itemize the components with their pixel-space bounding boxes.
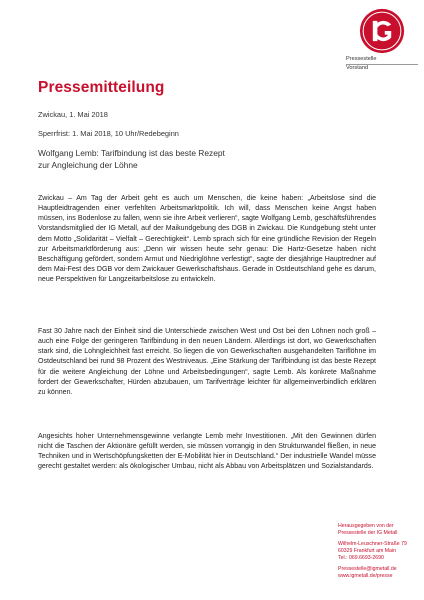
logo-caption-pressestelle: Pressestelle	[346, 56, 377, 62]
footer-phone: Tel.: 069.6693-2690	[338, 555, 384, 561]
article-title	[38, 147, 368, 171]
footer-line-2: Pressestelle der IG Metall	[338, 530, 398, 536]
page-title: Pressemitteilung	[38, 79, 165, 96]
place-date: Zwickau, 1. Mai 2018	[38, 110, 108, 119]
footer-address-street: Wilhelm-Leuschner-Straße 79	[338, 541, 407, 547]
footer-email-link[interactable]: Pressestelle@igmetall.de	[338, 566, 397, 572]
footer-line-1: Herausgegeben von der	[338, 523, 394, 529]
logo-caption	[346, 56, 418, 73]
logo-caption-vorstand: Vorstand	[346, 65, 369, 72]
body-paragraph-1: Zwickau – Am Tag der Arbeit geht es auch um Menschen, die keine haben: „Arbeitslose sind die Hauptleidtragenden einer verfehlten Arbeitsmarktpolitik. Ich will, dass Menschen keine Angst haben müssen, ins Bodenlose zu fallen, wenn sie ihre Arbeit verlieren“, sagte Wolfgang Lemb, geschäftsführendes Vorstandsmitglied der IG Metall, auf der Maikundgebung des DGB in Zwickau. Die Kundgebung steht unter dem Motto „Solidarität – Vielfalt – Gerechtigkeit“. Lemb sprach sich für eine gründliche Revision der Regeln zur Arbeitsmarktförderung aus: „Denn wir wissen heute sehr genau: Die Hartz-Gesetze haben nicht Beschäftigung gefördert, sondern Armut und Niedriglöhne verfestigt“, sagte der diesjährige Hauptredner auf dem Mai-Fest des DGB vor dem Zwickauer Gewerkschaftshaus. Gerade in Ostdeutschland gehe es darum, neue Perspektiven für Langzeitarbeitslose zu entwickeln.	[38, 195, 376, 284]
publisher-footer	[338, 523, 422, 580]
ig-metall-logo	[359, 8, 405, 54]
footer-address-city: 60329 Frankfurt am Main	[338, 548, 396, 554]
article-title-line-2: zur Angleichung der Löhne	[38, 160, 138, 171]
body-paragraph-3: Angesichts hoher Unternehmensgewinne verlangte Lemb mehr Investitionen. „Mit den Gewinnen dürfen nicht die Taschen der Aktionäre gefüllt werden, sie müssen vorrangig in den Strukturwandel fließen, in neue Techniken und in Wertschöpfungsketten der E-Mobilität hier in Deutschland.“ Der industrielle Wandel müsse gerecht gestaltet werden: als ökologischer Umbau, nicht als Abbau von Arbeitsplätzen und Sozialstandards.	[38, 433, 376, 471]
article-title-line-1: Wolfgang Lemb: Tarifbindung ist das beste Rezept	[38, 148, 225, 158]
embargo-note: Sperrfrist: 1. Mai 2018, 10 Uhr/Redebeginn	[38, 129, 179, 138]
body-paragraph-2: Fast 30 Jahre nach der Einheit sind die Unterschiede zwischen West und Ost bei den Löhnen noch groß – auch eine Folge der geringeren Tarifbindung in den neuen Ländern. Allerdings ist dort, wo Gewerkschaften stark sind, die Lohngleichheit fast erreicht. So liegen die von Gewerkschaften ausgehandelten Tariflöhne im Ostdeutschland bei rund 98 Prozent des Westniveaus. „Eine Stärkung der Tarifbindung ist das beste Rezept für die weitere Angleichung der Löhne und Arbeitsbedingungen“, sagte Lemb. Als konkrete Maßnahme fordert der Gewerkschafter, Hürden abzubauen, um Tarifverträge leichter für allgemeinverbindlich erklären zu können.	[38, 328, 376, 396]
footer-web-link[interactable]: www.igmetall.de/presse	[338, 573, 393, 579]
